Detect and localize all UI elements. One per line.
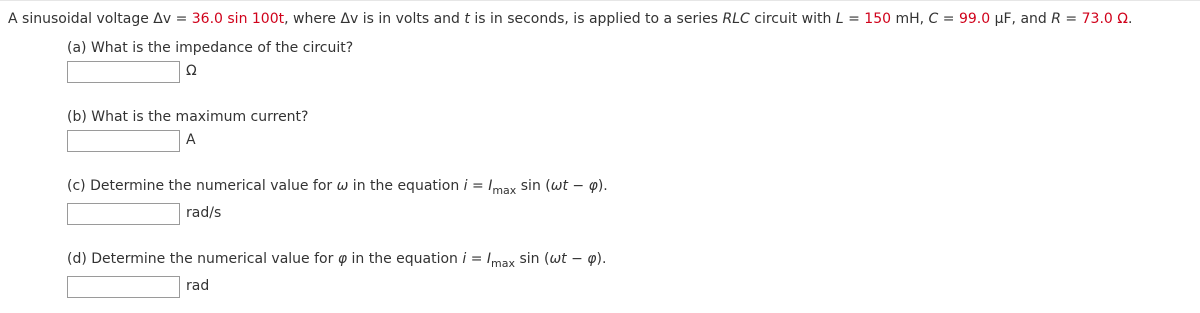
equals-sign: =: [467, 178, 489, 194]
resistance-value: 73.0 Ω: [1081, 11, 1128, 27]
problem-text: A sinusoidal voltage Δv =: [8, 11, 192, 27]
max-current-unit-label: A: [179, 130, 202, 152]
omega-symbol: ω: [336, 178, 349, 194]
imax-symbol: I: [486, 251, 492, 267]
omega-unit-label: rad/s: [179, 203, 227, 225]
part-b-answer-row: [67, 130, 202, 152]
part-c-question: [67, 176, 608, 197]
impedance-unit-label: Ω: [179, 61, 203, 83]
equals-sign: =: [938, 11, 959, 27]
omega-t: ωt: [550, 178, 568, 194]
problem-text: is in seconds, is applied to a series: [469, 11, 723, 27]
inductance-value: 150: [864, 11, 892, 27]
omega-input[interactable]: [67, 203, 179, 225]
period: .: [1127, 11, 1133, 27]
close-paren: ).: [597, 178, 608, 194]
current-variable: i: [463, 178, 468, 194]
part-c-answer-row: [67, 203, 227, 225]
inductance-unit: mH,: [891, 11, 929, 27]
phi-symbol: φ: [587, 251, 597, 267]
sin-text: sin (: [516, 178, 551, 194]
phi-symbol: φ: [337, 251, 348, 267]
part-a-answer-row: [67, 61, 203, 83]
part-a-question: (a) What is the impedance of the circuit?: [67, 40, 354, 56]
minus-sign: −: [566, 251, 588, 267]
part-d-question: [67, 249, 606, 270]
rlc-label: RLC: [722, 11, 750, 27]
capacitance-value: 99.0: [958, 11, 991, 27]
phi-unit-label: rad: [179, 276, 215, 298]
equals-sign: =: [843, 11, 865, 27]
max-subscript: max: [492, 184, 517, 197]
impedance-input[interactable]: [67, 61, 179, 83]
capacitance-unit: µF, and: [990, 11, 1052, 27]
max-subscript: max: [491, 257, 516, 270]
part-b-question: (b) What is the maximum current?: [67, 109, 309, 125]
problem-statement: [8, 9, 1132, 29]
question-text: (d) Determine the numerical value for: [67, 251, 338, 267]
imax-symbol: I: [488, 178, 493, 194]
top-divider: [0, 0, 1200, 1]
omega-t: ωt: [549, 251, 567, 267]
question-text: in the equation: [347, 251, 463, 267]
question-text: (c) Determine the numerical value for: [67, 178, 337, 194]
problem-text: circuit with: [749, 11, 836, 27]
sin-text: sin (: [515, 251, 550, 267]
close-paren: ).: [596, 251, 607, 267]
minus-sign: −: [567, 178, 589, 194]
max-current-input[interactable]: [67, 130, 179, 152]
phi-symbol: φ: [588, 178, 598, 194]
resistance-label: R: [1051, 11, 1061, 27]
phi-input[interactable]: [67, 276, 179, 298]
time-variable: t: [464, 11, 470, 27]
equals-sign: =: [1060, 11, 1082, 27]
problem-text: , where Δv is in volts and: [284, 11, 465, 27]
voltage-expression: 36.0 sin 100t: [191, 11, 285, 27]
question-text: in the equation: [348, 178, 464, 194]
capacitance-label: C: [928, 11, 939, 27]
part-d-answer-row: [67, 276, 215, 298]
equals-sign: =: [466, 251, 487, 267]
current-variable: i: [462, 251, 467, 267]
inductance-label: L: [835, 11, 844, 27]
